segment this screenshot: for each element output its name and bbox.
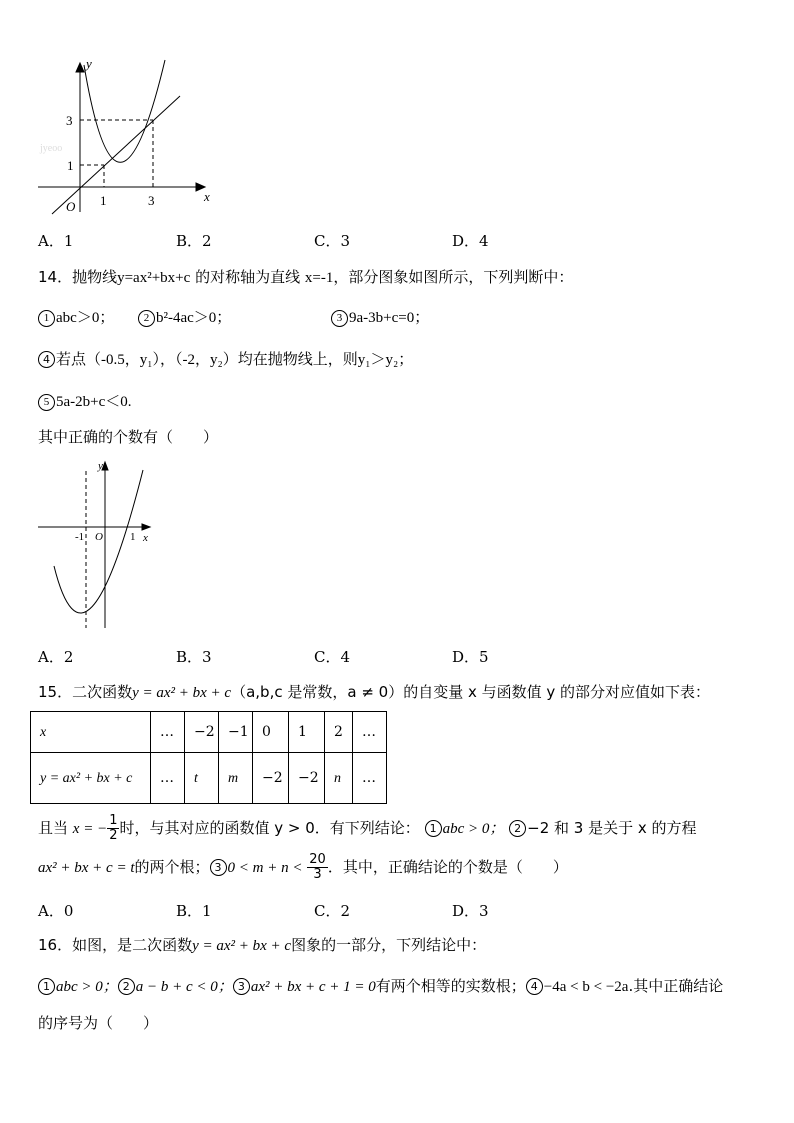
q14-s4-post: ）均在抛物线上，则 xyxy=(222,350,358,368)
table-cell: n xyxy=(325,753,353,804)
fig1-watermark: jyeoo xyxy=(40,143,63,154)
q13-option-a[interactable]: A．1 xyxy=(38,232,74,250)
q15-stem-mid: （a,b,c 是常数，a ≠ 0）的自变量 x 与函数值 y 的部分对应值如下表： xyxy=(231,683,711,701)
circled-number: 1 xyxy=(38,310,55,327)
circled-number: 4 xyxy=(38,351,55,368)
q14-statement-2 xyxy=(138,306,231,327)
q15-stem xyxy=(38,681,710,702)
q15-c2-text: −2 和 3 是关于 x 的方程 xyxy=(527,819,697,837)
fig2-x-label: x xyxy=(143,532,148,544)
q15-option-a[interactable]: A．0 xyxy=(38,902,74,920)
fig1-y-label: y xyxy=(86,56,92,71)
q16-stem-suffix: 图象的一部分，下列结论中： xyxy=(291,936,487,954)
q16-c2-text: a − b + c < 0； xyxy=(135,979,233,995)
circled-number: 2 xyxy=(118,978,135,995)
q13-option-d[interactable]: D．4 xyxy=(452,232,489,250)
q15-c3-text: 0 < m + n < xyxy=(227,860,303,876)
circled-number: 1 xyxy=(425,820,442,837)
q14-s4-pre: 若点（ xyxy=(56,350,102,368)
q14-s5-text: 5a-2b+c＜0. xyxy=(56,394,132,410)
table-cell: y = ax² + bx + c xyxy=(31,753,151,804)
circled-number: 2 xyxy=(509,820,526,837)
q14-question: 其中正确的个数有（ ） xyxy=(38,428,219,446)
q16-line2: 的序号为（ ） xyxy=(38,1014,159,1032)
q14-option-a[interactable]: A．2 xyxy=(38,648,74,666)
q16-conclusions xyxy=(38,975,723,996)
value-table xyxy=(30,711,387,804)
fig1-ytick-3: 3 xyxy=(66,113,73,128)
q15-line2-post: ．其中，正确结论的个数是（ ） xyxy=(327,858,568,876)
q14-s3-text: 9a-3b+c=0； xyxy=(349,310,430,326)
table-cell: … xyxy=(353,753,387,804)
q14-s4-mid: ），（ xyxy=(152,350,183,368)
circled-number: 3 xyxy=(331,310,348,327)
table-cell: x xyxy=(31,712,151,753)
circled-number: 3 xyxy=(210,859,227,876)
q15-option-d[interactable]: D．3 xyxy=(452,902,489,920)
q16-c1-text: abc > 0； xyxy=(56,979,118,995)
circled-number: 3 xyxy=(233,978,250,995)
fig1-xtick-3: 3 xyxy=(148,193,155,208)
q14-stem-prefix: 14．抛物线 xyxy=(38,268,118,286)
q14-s1-text: abc＞0； xyxy=(56,310,115,326)
table-cell: 2 xyxy=(325,712,353,753)
q13-option-c[interactable]: C．3 xyxy=(314,232,351,250)
fig2-origin: O xyxy=(95,531,103,543)
q16-stem xyxy=(38,934,486,955)
q16-c4-post: .其中正确结论 xyxy=(628,977,724,995)
q14-option-b[interactable]: B．3 xyxy=(176,648,212,666)
q15-line1 xyxy=(38,814,697,843)
y-axis-arrow xyxy=(76,63,84,72)
fig1-x-label: x xyxy=(204,189,210,204)
q14-option-c[interactable]: C．4 xyxy=(314,648,351,666)
q16-c3-text: ax² + bx + c + 1 = 0 xyxy=(250,979,376,995)
q14-s2-text: b²-4ac＞0； xyxy=(156,310,232,326)
table-cell: 1 xyxy=(289,712,325,753)
q13-option-b[interactable]: B．2 xyxy=(176,232,212,250)
q16-c4-text: −4a < b < −2a xyxy=(543,979,629,995)
q14-stem-eq: y=ax²+bx+c xyxy=(117,270,191,286)
circled-number: 1 xyxy=(38,978,55,995)
q15-stem-prefix: 15．二次函数 xyxy=(38,683,133,701)
fig2-y-axis-arrow xyxy=(102,462,108,470)
q15-line1-post: 时，与其对应的函数值 y > 0．有下列结论： xyxy=(119,819,420,837)
fraction-twenty-thirds: $\frac{20}{3}$ xyxy=(309,852,326,882)
circled-number: 5 xyxy=(38,394,55,411)
q14-statement-4 xyxy=(38,348,413,369)
q14-s4-p2: -2，y₂ xyxy=(182,352,223,368)
q15-c1-text: abc > 0； xyxy=(442,821,505,837)
q14-stem xyxy=(38,266,573,287)
table-cell: −2 xyxy=(185,712,219,753)
q14-option-d[interactable]: D．5 xyxy=(452,648,489,666)
q16-stem-prefix: 16．如图，是二次函数 xyxy=(38,936,193,954)
q14-statement-1 xyxy=(38,306,114,327)
q14-stem-axis: x=-1 xyxy=(304,270,334,286)
q15-line2-mid: 的两个根； xyxy=(134,858,210,876)
q15-line1-pre: 且当 xyxy=(38,819,69,837)
q14-s4-cmp: y₁＞y₂； xyxy=(357,352,414,368)
q14-stem-mid: 的对称轴为直线 xyxy=(195,268,301,286)
q14-statement-5 xyxy=(38,390,132,411)
table-cell: −2 xyxy=(253,753,289,804)
q15-line2-eq: ax² + bx + c = t xyxy=(38,860,135,876)
table-cell: 0 xyxy=(253,712,289,753)
q15-stem-eq: y = ax² + bx + c xyxy=(132,685,232,701)
fig2-xtick-1: 1 xyxy=(130,531,136,543)
table-cell: … xyxy=(151,753,185,804)
table-row xyxy=(31,712,387,753)
q16-c3-post: 有两个相等的实数根； xyxy=(375,977,526,995)
fig2-y-label: y xyxy=(98,460,103,472)
q14-s4-p1: -0.5，y₁ xyxy=(101,352,153,368)
q14-stem-suffix: ，部分图象如图所示，下列判断中： xyxy=(333,268,574,286)
table-cell: … xyxy=(353,712,387,753)
fig1-origin: O xyxy=(66,199,76,214)
fig1-xtick-1: 1 xyxy=(100,193,107,208)
table-cell: −2 xyxy=(289,753,325,804)
q15-line2 xyxy=(38,853,568,882)
table-cell: m xyxy=(219,753,253,804)
q16-stem-eq: y = ax² + bx + c xyxy=(192,938,292,954)
table-cell: t xyxy=(185,753,219,804)
q14-statement-3 xyxy=(331,306,429,327)
fraction-half: $\frac{1}{2}$ xyxy=(109,813,118,843)
circled-number: 2 xyxy=(138,310,155,327)
fig2-x-axis-arrow xyxy=(142,524,150,530)
q15-option-c[interactable]: C．2 xyxy=(314,902,351,920)
table-cell: … xyxy=(151,712,185,753)
table-row xyxy=(31,753,387,804)
table-cell: −1 xyxy=(219,712,253,753)
q15-line1-x: x = − xyxy=(72,821,108,837)
fig2-xtick-neg1: -1 xyxy=(75,531,85,543)
circled-number: 4 xyxy=(526,978,543,995)
fig1-ytick-1: 1 xyxy=(67,158,74,173)
q15-option-b[interactable]: B．1 xyxy=(176,902,212,920)
